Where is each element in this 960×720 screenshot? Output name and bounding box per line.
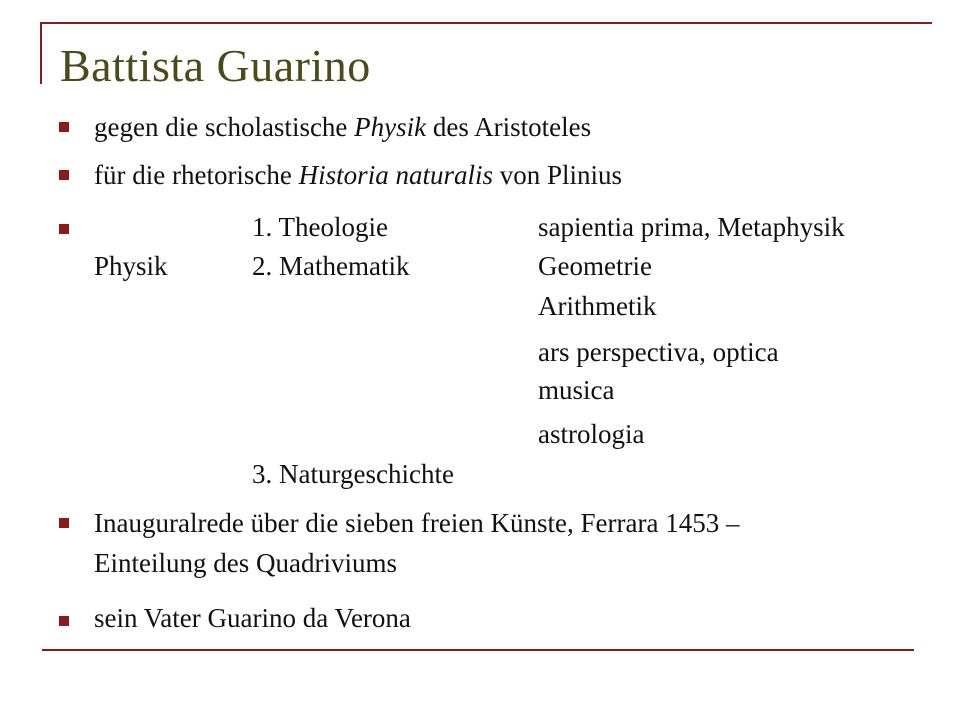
bullet-2-text — [94, 157, 622, 193]
bullet-4-line-1: Inauguralrede über die sieben freien Künste, Ferrara 1453 – — [94, 508, 740, 538]
physik-label: Physik — [94, 251, 168, 281]
theologie-desc: sapientia prima, Metaphysik — [538, 212, 845, 242]
math-item: Geometrie — [538, 251, 652, 281]
bottom-rule — [42, 649, 914, 651]
math-item: Arithmetik — [538, 291, 657, 321]
math-item: musica — [538, 375, 615, 405]
theologie-label: 1. Theologie — [252, 212, 388, 242]
bullet-2-post: von Plinius — [492, 160, 622, 190]
bullet-square-icon — [59, 224, 69, 234]
mathematik-label: 2. Mathematik — [252, 251, 410, 281]
bullet-square-icon — [59, 122, 69, 132]
bullet-5-text: sein Vater Guarino da Verona — [94, 603, 411, 633]
bullet-2-italic: Historia naturalis — [298, 160, 493, 190]
bullet-square-icon — [59, 616, 69, 626]
bullet-square-icon — [59, 518, 69, 528]
naturgeschichte-label: 3. Naturgeschichte — [252, 459, 454, 489]
math-item: ars perspectiva, optica — [538, 337, 779, 367]
bullet-1-post: des Aristoteles — [426, 112, 592, 142]
top-rule — [40, 22, 932, 24]
bullet-1-italic: Physik — [354, 112, 427, 142]
bullet-1-pre: gegen die scholastische — [94, 112, 355, 142]
bullet-4-line-2: Einteilung des Quadriviums — [94, 548, 397, 578]
math-item: astrologia — [538, 419, 645, 449]
bullet-2-pre: für die rhetorische — [94, 160, 299, 190]
slide-title: Battista Guarino — [60, 40, 371, 91]
bullet-1-text — [94, 109, 591, 145]
left-rule — [40, 22, 42, 84]
bullet-square-icon — [59, 170, 69, 180]
